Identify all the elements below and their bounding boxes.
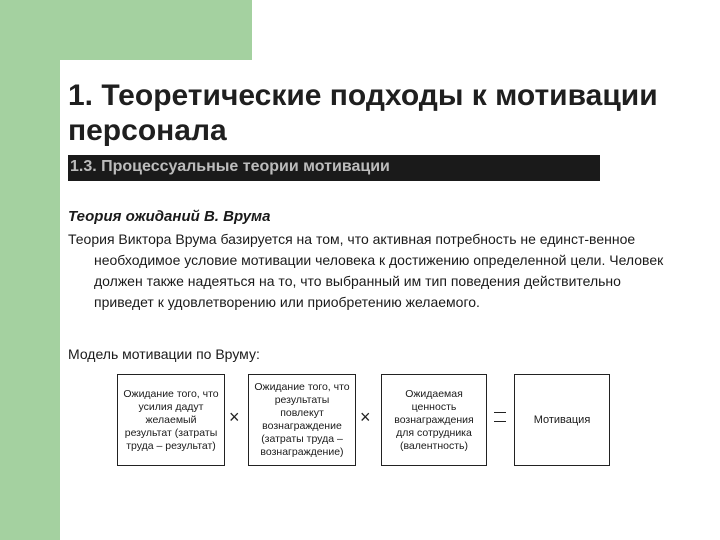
- multiply-operator-2: ×: [360, 407, 371, 427]
- theory-heading: Теория ожиданий В. Врума: [68, 208, 271, 225]
- instrumentality-box-text: Ожидание того, что результаты повлекут вознаграждение (затраты труда – вознаграждение): [254, 381, 350, 458]
- decorative-green-bar-left: [0, 0, 60, 540]
- model-label: Модель мотивации по Вруму:: [68, 346, 260, 362]
- multiply-operator-1: ×: [229, 407, 240, 427]
- slide-subtitle: 1.3. Процессуальные теории мотивации: [70, 158, 390, 175]
- equals-operator: [494, 412, 506, 422]
- valence-box-text: Ожидаемая ценность вознаграждения для сотрудника (валентность): [394, 387, 474, 452]
- motivation-box-text: Мотивация: [533, 413, 591, 426]
- motivation-box: [514, 374, 610, 466]
- instrumentality-box: [248, 374, 356, 466]
- theory-description: Теория Виктора Врума базируется на том, что активная потребность не единст-венное необходимое условие мотивации человека к достижению определенной цели. Человек должен также надеяться на то, что выбранный им тип поведения действительно приведет к удовлетворению или приобретению желаемого.: [68, 231, 664, 310]
- slide-title: 1. Теоретические подходы к мотивации персонала: [68, 79, 658, 147]
- valence-box: [381, 374, 487, 466]
- expectancy-box-text: Ожидание того, что усилия дадут желаемый результат (затраты труда – результат): [123, 387, 219, 452]
- expectancy-box: [117, 374, 225, 466]
